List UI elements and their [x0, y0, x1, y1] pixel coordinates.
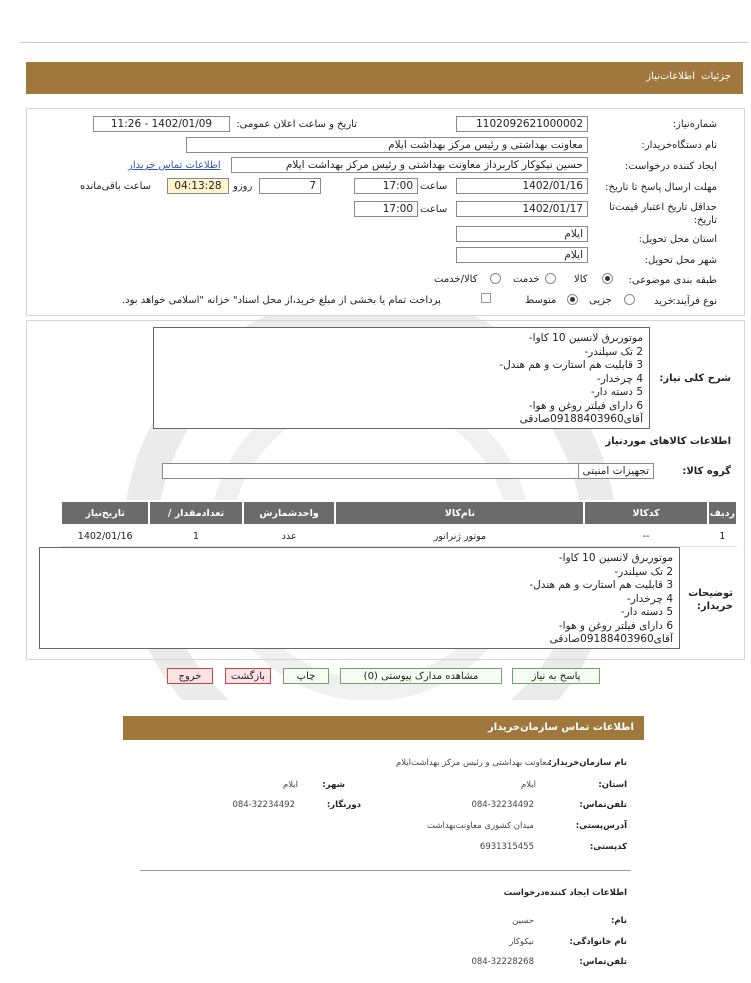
table-row[interactable]	[61, 525, 737, 547]
need-number-label: شماره‌نیاز:	[672, 119, 717, 130]
process-small-label: جزیی	[589, 295, 612, 306]
goods-table-header	[61, 501, 737, 525]
cell-quantity: 1	[149, 525, 242, 547]
goods-table	[60, 500, 738, 547]
contact-postal-value: 6931315455	[479, 842, 534, 852]
cell-row: 1	[708, 525, 737, 547]
contact-phone-value: 084-32234492	[471, 800, 534, 810]
cell-code: --	[584, 525, 707, 547]
description-line: آقای09188403960صادقی	[519, 413, 643, 425]
description-line: موتوربرق لانسین 10 کاوا-	[528, 332, 643, 344]
category-goods-service-radio[interactable]	[490, 273, 501, 284]
validity-label: حداقل تاریخ اعتبار قیمت‌تا تاریخ:	[609, 202, 717, 226]
col-row: ردیف	[708, 501, 737, 525]
contact-section-bar	[123, 716, 644, 740]
buyer-notes-textarea[interactable]	[39, 547, 680, 649]
description-textarea[interactable]	[153, 327, 650, 429]
description-line: 6 دارای فیلتر روغن و هوا-	[528, 399, 643, 412]
city-label: شهر محل تحویل:	[644, 255, 717, 266]
contact-province-label: استان:	[598, 780, 627, 790]
contact-address-label: آدرس‌پستی:	[575, 821, 627, 831]
contact-org-value: معاونت بهداشتی و رئیس مرکز بهداشت‌ایلام	[395, 758, 551, 768]
deadline-date-field[interactable]: 1402/01/16	[456, 178, 588, 194]
print-button[interactable]: چاپ	[283, 668, 329, 684]
description-line: 5 دسته دار-	[590, 386, 643, 398]
contact-section-title: اطلاعات تماس سازمان‌خریدار	[487, 722, 634, 733]
city-field[interactable]: ایلام	[456, 247, 588, 263]
goods-section-title: اطلاعات کالاهای موردنیاز	[605, 436, 731, 447]
goods-group-field[interactable]	[162, 463, 654, 479]
buyer-notes-label: توضیحات خریدار:	[688, 588, 733, 612]
remaining-time: 04:13:28	[167, 178, 229, 194]
need-number-field[interactable]: 1102092621000002	[456, 116, 588, 132]
creator-phone-label: تلفن‌تماس:	[579, 957, 627, 967]
description-line: 4 چرخدار-	[596, 372, 643, 385]
col-quantity: تعدادمقدار /	[149, 501, 242, 525]
announce-field[interactable]: 1402/01/09 - 11:26	[93, 116, 230, 132]
exit-button[interactable]: خروج	[167, 668, 213, 684]
province-label: استان محل تحویل:	[638, 234, 717, 245]
cell-name: موتور ژنراتور	[335, 525, 584, 547]
days-field[interactable]: 7	[259, 178, 321, 194]
buyer-notes-line: موتوربرق لانسین 10 کاوا-	[558, 552, 673, 564]
contact-postal-label: کدپستی:	[589, 842, 627, 852]
payment-note: پرداخت تمام یا بخشی از مبلغ خرید،از محل اسناد" خزانه "اسلامی خواهد بود.	[122, 295, 441, 306]
process-buy: خرید	[654, 296, 674, 307]
buyer-org-label: نام دستگاه‌خریدار:	[641, 140, 717, 151]
col-unit: واحدشمارش	[243, 501, 336, 525]
category-goods-service-label: کالا/خدمت	[434, 274, 478, 285]
header-bar	[26, 62, 743, 94]
category-goods-label: کالا	[574, 274, 588, 285]
creator-name-value: حسین	[512, 916, 534, 926]
buyer-notes-line: آقای09188403960صادقی	[549, 633, 673, 645]
deadline-time-field[interactable]: 17:00	[354, 178, 418, 194]
creator-field[interactable]: حسین نیکوکار کاربرداز معاونت بهداشتی و رئیس مرکز بهداشت ایلام	[231, 157, 588, 173]
remaining-label: ساعت باقی‌مانده	[80, 181, 152, 192]
contact-fax-label: دورنگار:	[326, 800, 361, 810]
category-label: طبقه بندی موضوعی:	[628, 275, 717, 286]
description-line: 3 قابلیت هم استارت و هم هندل-	[499, 359, 643, 371]
cell-unit: عدد	[243, 525, 336, 547]
tab-need-info[interactable]: اطلاعات‌نیاز	[646, 71, 695, 82]
col-name: نام‌کالا	[335, 501, 584, 525]
category-service-label: خدمت	[513, 274, 540, 285]
category-service-radio[interactable]	[545, 273, 556, 284]
col-code: کدکالا	[584, 501, 707, 525]
cell-date: 1402/01/16	[61, 525, 149, 547]
goods-group-label: گروه کالا:	[682, 466, 731, 477]
contact-province-value: ایلام	[520, 780, 536, 790]
reply-button[interactable]: پاسخ به نیاز	[512, 668, 600, 684]
contact-address-value: میدان کشوری معاونت‌بهداشت	[426, 821, 534, 831]
contact-city-value: ایلام	[282, 780, 298, 790]
description-line: 2 تک سیلندر-	[584, 345, 643, 358]
col-date: تاریخ‌نیاز	[61, 501, 149, 525]
process-label: نوع فرآیند:	[672, 296, 717, 307]
announce-label: تاریخ و ساعت اعلان عمومی:	[236, 119, 357, 130]
deadline-hour-label: ساعت	[420, 181, 448, 192]
buyer-org-field[interactable]: معاونت بهداشتی و رئیس مرکز بهداشت ایلام	[186, 137, 588, 153]
creator-phone-value: 084-32228268	[471, 957, 534, 967]
process-small-radio[interactable]	[624, 294, 635, 305]
validity-date-field[interactable]: 1402/01/17	[456, 201, 588, 217]
buyer-notes-line: 5 دسته دار-	[620, 606, 673, 618]
back-button[interactable]: بازگشت	[225, 668, 271, 684]
province-field[interactable]: ایلام	[456, 226, 588, 242]
creator-label: ایجاد کننده درخواست:	[624, 161, 717, 172]
buyer-notes-line: 6 دارای فیلتر روغن و هوا-	[558, 619, 673, 632]
process-medium-radio[interactable]	[567, 294, 578, 305]
creator-name-label: نام:	[610, 916, 627, 926]
creator-section-title: اطلاعات ایجاد کننده‌درخواست	[503, 888, 627, 898]
goods-group-value: تجهیزات امنیتی	[578, 464, 653, 479]
contact-divider	[140, 870, 631, 871]
description-label: شرح کلی نیاز:	[659, 373, 731, 384]
contact-fax-value: 084-32234492	[232, 800, 295, 810]
creator-family-label: نام خانوادگی:	[569, 937, 627, 947]
validity-hour-label: ساعت	[420, 204, 448, 215]
tab-details[interactable]: جزئیات	[701, 71, 731, 82]
day-label: روزو	[233, 181, 253, 192]
contact-org-label: نام سازمان‌خریدار:	[548, 758, 627, 768]
buyer-contact-link[interactable]: اطلاعات تماس خریدار	[128, 160, 221, 171]
buyer-notes-line: 3 قابلیت هم استارت و هم هندل-	[529, 579, 673, 591]
attachments-button[interactable]: مشاهده مدارک پیوستی (0)	[340, 668, 502, 684]
process-medium-label: متوسط	[525, 295, 557, 306]
validity-time-field[interactable]: 17:00	[354, 201, 418, 217]
buyer-notes-line: 2 تک سیلندر-	[614, 565, 673, 578]
deadline-label: مهلت ارسال پاسخ تا تاریخ:	[605, 182, 717, 193]
contact-city-label: شهر:	[322, 780, 345, 790]
creator-family-value: نیکوکار	[509, 937, 534, 947]
treasury-checkbox[interactable]	[481, 293, 491, 303]
contact-phone-label: تلفن‌تماس:	[579, 800, 627, 810]
top-divider	[20, 42, 748, 43]
buyer-notes-line: 4 چرخدار-	[626, 592, 673, 605]
category-goods-radio[interactable]	[602, 273, 613, 284]
